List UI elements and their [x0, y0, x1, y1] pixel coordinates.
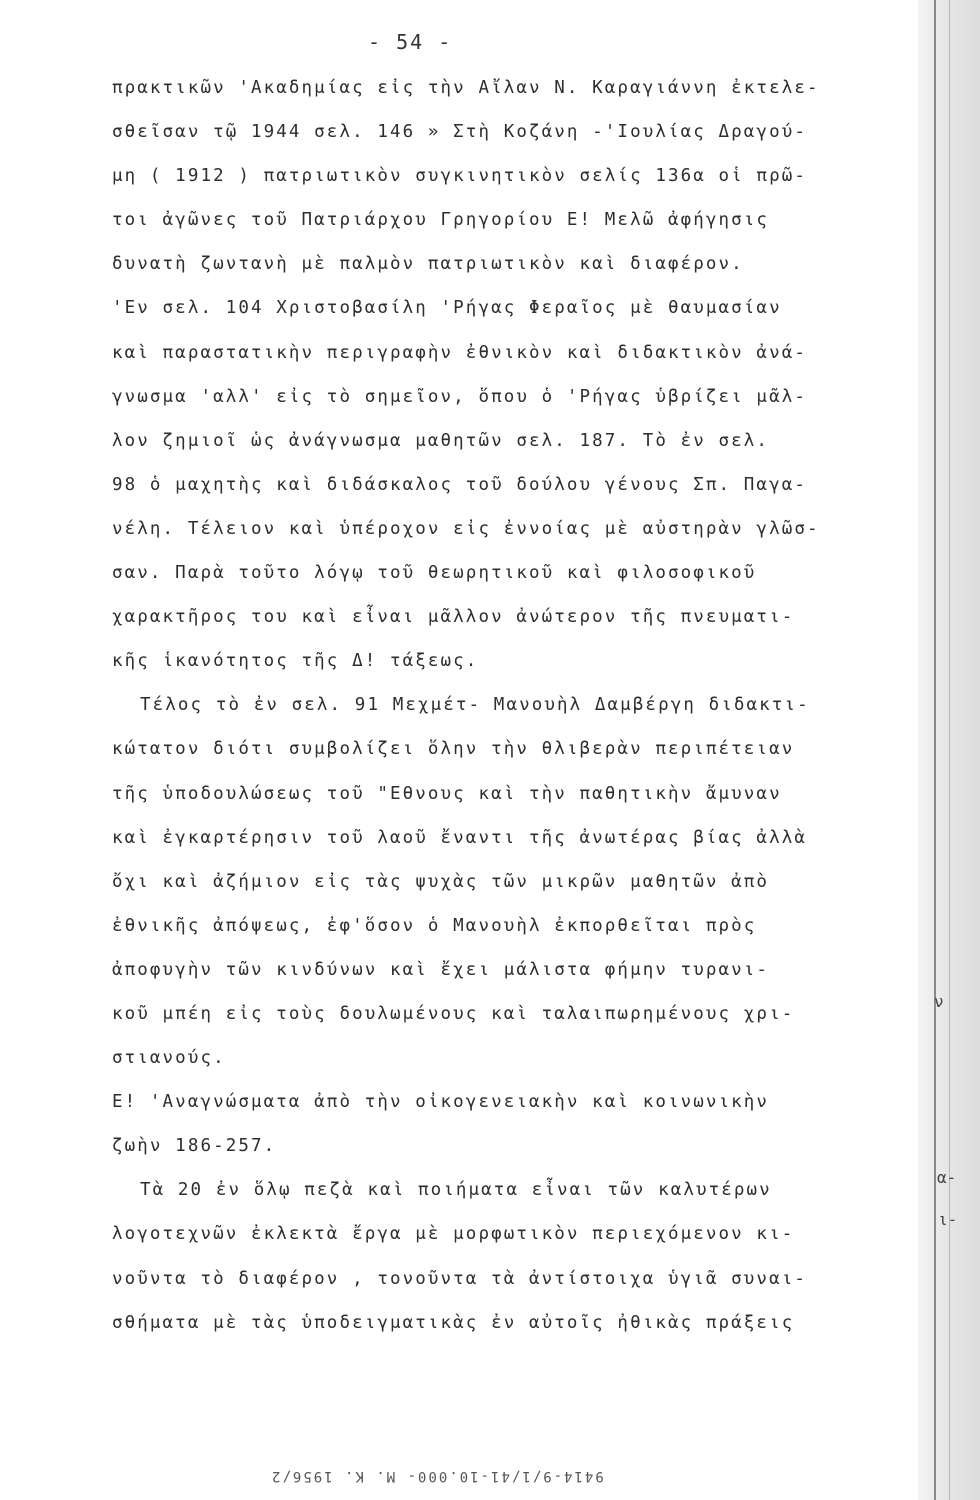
page-number: - 54 -	[368, 30, 453, 54]
text-line: λογοτεχνῶν ἐκλεκτὰ ἔργα μὲ μορφωτικὸν περιεχόμενον κι-	[112, 1224, 795, 1245]
text-line: ὄχι καὶ ἀζήμιον εἰς τὰς ψυχὰς τῶν μικρῶν μαθητῶν ἀπὸ	[112, 871, 770, 892]
printer-footer-code: 9414-9/1/41-10.000- Μ. Κ. 1956/2	[270, 1468, 604, 1484]
text-line: 98 ὁ μαχητὴς καὶ διδάσκαλος τοῦ δούλου γένους Σπ. Παγα-	[112, 474, 807, 495]
text-line: ἐθνικῆς ἀπόψεως, ἐφ'ὅσον ὁ Μανουὴλ ἐκπορθεῖται πρὸς	[112, 915, 757, 936]
page-binding-edge	[918, 0, 980, 1500]
text-line: καὶ παραστατικὴν περιγραφὴν ἐθνικὸν καὶ διδακτικὸν ἀνά-	[112, 342, 807, 363]
binding-line	[949, 0, 950, 1500]
text-line: κῆς ἱκανότητος τῆς Δ! τάξεως.	[112, 651, 479, 672]
text-line: στιανούς.	[112, 1048, 226, 1069]
text-line: Ε! 'Αναγνώσματα ἀπὸ τὴν οἰκογενειακὴν καὶ κοινωνικὴν	[112, 1092, 770, 1113]
text-line: γνωσμα 'αλλ' εἰς τὸ σημεῖον, ὅπου ὁ 'Ρήγας ὑβρίζει μᾶλ-	[112, 386, 807, 407]
text-line: νέλη. Τέλειον καὶ ὑπέροχον εἰς ἐννοίας μὲ αὐστηρὰν γλῶσ-	[112, 518, 820, 539]
text-line: κώτατον διότι συμβολίζει ὅλην τὴν θλιβερὰν περιπέτειαν	[112, 739, 795, 760]
text-line: πρακτικῶν 'Ακαδημίας εἰς τὴν Αἴλαν Ν. Καραγιάννη ἐκτελε-	[112, 78, 820, 98]
binding-line	[934, 0, 936, 1500]
text-line: ζωὴν 186-257.	[112, 1136, 277, 1157]
margin-mark: ι-	[938, 1210, 958, 1229]
text-line: τοι ἀγῶνες τοῦ Πατριάρχου Γρηγορίου Ε! Μελῶ ἀφήγησις	[112, 210, 770, 231]
document-body	[112, 66, 912, 1345]
text-line: σθεῖσαν τῷ 1944 σελ. 146 » Στὴ Κοζάνη -'Ιουλίας Δραγού-	[112, 122, 807, 143]
text-line: νοῦντα τὸ διαφέρον , τονοῦντα τὰ ἀντίστοιχα ὑγιᾶ συναι-	[112, 1268, 807, 1289]
text-line: Τέλος τὸ ἐν σελ. 91 Μεχμέτ- Μανουὴλ Δαμβέργη διδακτι-	[140, 695, 810, 716]
text-line: λον ζημιοῖ ὡς ἀνάγνωσμα μαθητῶν σελ. 187. Τὸ ἐν σελ.	[112, 430, 770, 451]
text-line: σθήματα μὲ τὰς ὑποδειγματικὰς ἐν αὐτοῖς ἠθικὰς πράξεις	[112, 1312, 795, 1333]
text-line: χαρακτῆρος του καὶ εἶναι μᾶλλον ἀνώτερον τῆς πνευματι-	[112, 607, 795, 628]
text-line: δυνατὴ ζωντανὴ μὲ παλμὸν πατριωτικὸν καὶ διαφέρον.	[112, 254, 744, 275]
text-line: κοῦ μπέη εἰς τοὺς δουλωμένους καὶ ταλαιπωρημένους χρι-	[112, 1003, 795, 1024]
text-line: μη ( 1912 ) πατριωτικὸν συγκινητικὸν σελίς 136α οἱ πρῶ-	[112, 166, 807, 187]
text-line: σαν. Παρὰ τοῦτο λόγῳ τοῦ θεωρητικοῦ καὶ φιλοσοφικοῦ	[112, 563, 757, 584]
margin-mark: ν	[934, 992, 944, 1011]
text-line: καὶ ἐγκαρτέρησιν τοῦ λαοῦ ἔναντι τῆς ἀνωτέρας βίας ἀλλὰ	[112, 827, 807, 848]
text-line: Τὰ 20 ἐν ὅλῳ πεζὰ καὶ ποιήματα εἶναι τῶν καλυτέρων	[140, 1180, 772, 1201]
text-line: 'Εν σελ. 104 Χριστοβασίλη 'Ρήγας Φεραῖος μὲ θαυμασίαν	[112, 298, 782, 319]
text-line: τῆς ὑποδουλώσεως τοῦ "Εθνους καὶ τὴν παθητικὴν ἄμυναν	[112, 783, 782, 804]
text-line: ἀποφυγὴν τῶν κινδύνων καὶ ἔχει μάλιστα φήμην τυρανι-	[112, 959, 770, 980]
margin-mark: α-	[937, 1168, 957, 1187]
